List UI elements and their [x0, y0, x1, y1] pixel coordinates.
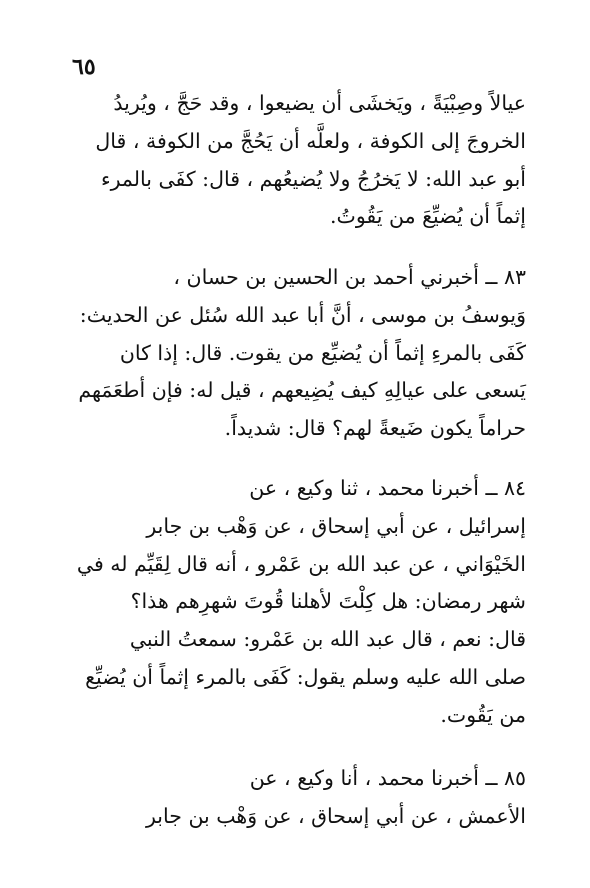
text-line: قال: نعم ، قال عبد الله بن عَمْرو: سمعتُ النبي — [129, 627, 526, 652]
text-line: الخروجَ إلى الكوفة ، ولعلَّه أن يَحُجَّ من الكوفة ، قال — [95, 128, 526, 153]
text-line: من يَقُوت. — [440, 702, 526, 727]
paragraph-83 — [70, 259, 526, 448]
paragraph-continuation — [70, 85, 526, 236]
paragraph-84 — [70, 470, 526, 735]
text-line: ٨٥ ــ أخبرنا محمد ، أنا وكيع ، عن — [249, 766, 526, 790]
text-line: وَيوسفُ بن موسى ، أنَّ أبا عبد الله سُئل عن الحديث: — [79, 302, 526, 327]
text-line: الأعمش ، عن أبي إسحاق ، عن وَهْب بن جابر — [146, 803, 526, 828]
text-line: صلى الله عليه وسلم يقول: كَفَى بالمرء إثماً أن يُضيِّع — [85, 664, 526, 689]
text-line: عيالاً وصِبْيَةً ، ويَخشَى أن يضيعوا ، وقد حَجَّ ، ويُريدُ — [113, 91, 526, 115]
text-line: إثماً أن يُضيِّعَ من يَقُوتُ. — [330, 204, 526, 229]
text-line: الخَيْوَاني ، عن عبد الله بن عَمْرو ، أنه قال لِقَيِّم له في — [76, 551, 526, 576]
text-line: أبو عبد الله: لا يَخرُجُ ولا يُضيعُهم ، قال: كفَى بالمرء — [100, 166, 526, 191]
text-line: ٨٣ ــ أخبرني أحمد بن الحسين بن حسان ، — [173, 265, 526, 289]
text-line: حراماً يكون ضَيعةً لهم؟ قال: شديداً. — [224, 416, 526, 441]
text-line: شهر رمضان: هل كِلْتَ لأهلنا قُوتَ شهرِهم هذا؟ — [130, 589, 526, 614]
paragraph-85 — [70, 760, 526, 836]
text-line: يَسعى على عيالِهِ كيف يُضِيعهم ، قيل له: فإن أطعَمَهم — [78, 378, 526, 403]
text-line: كَفَى بالمرءِ إثماً أن يُضيِّع من يقوت. قال: إذا كان — [119, 340, 526, 365]
text-line: ٨٤ ــ أخبرنا محمد ، ثنا وكيع ، عن — [249, 476, 526, 500]
page-number: ٦٥ — [72, 54, 96, 80]
text-line: إسرائيل ، عن أبي إسحاق ، عن وَهْب بن جابر — [146, 513, 526, 538]
